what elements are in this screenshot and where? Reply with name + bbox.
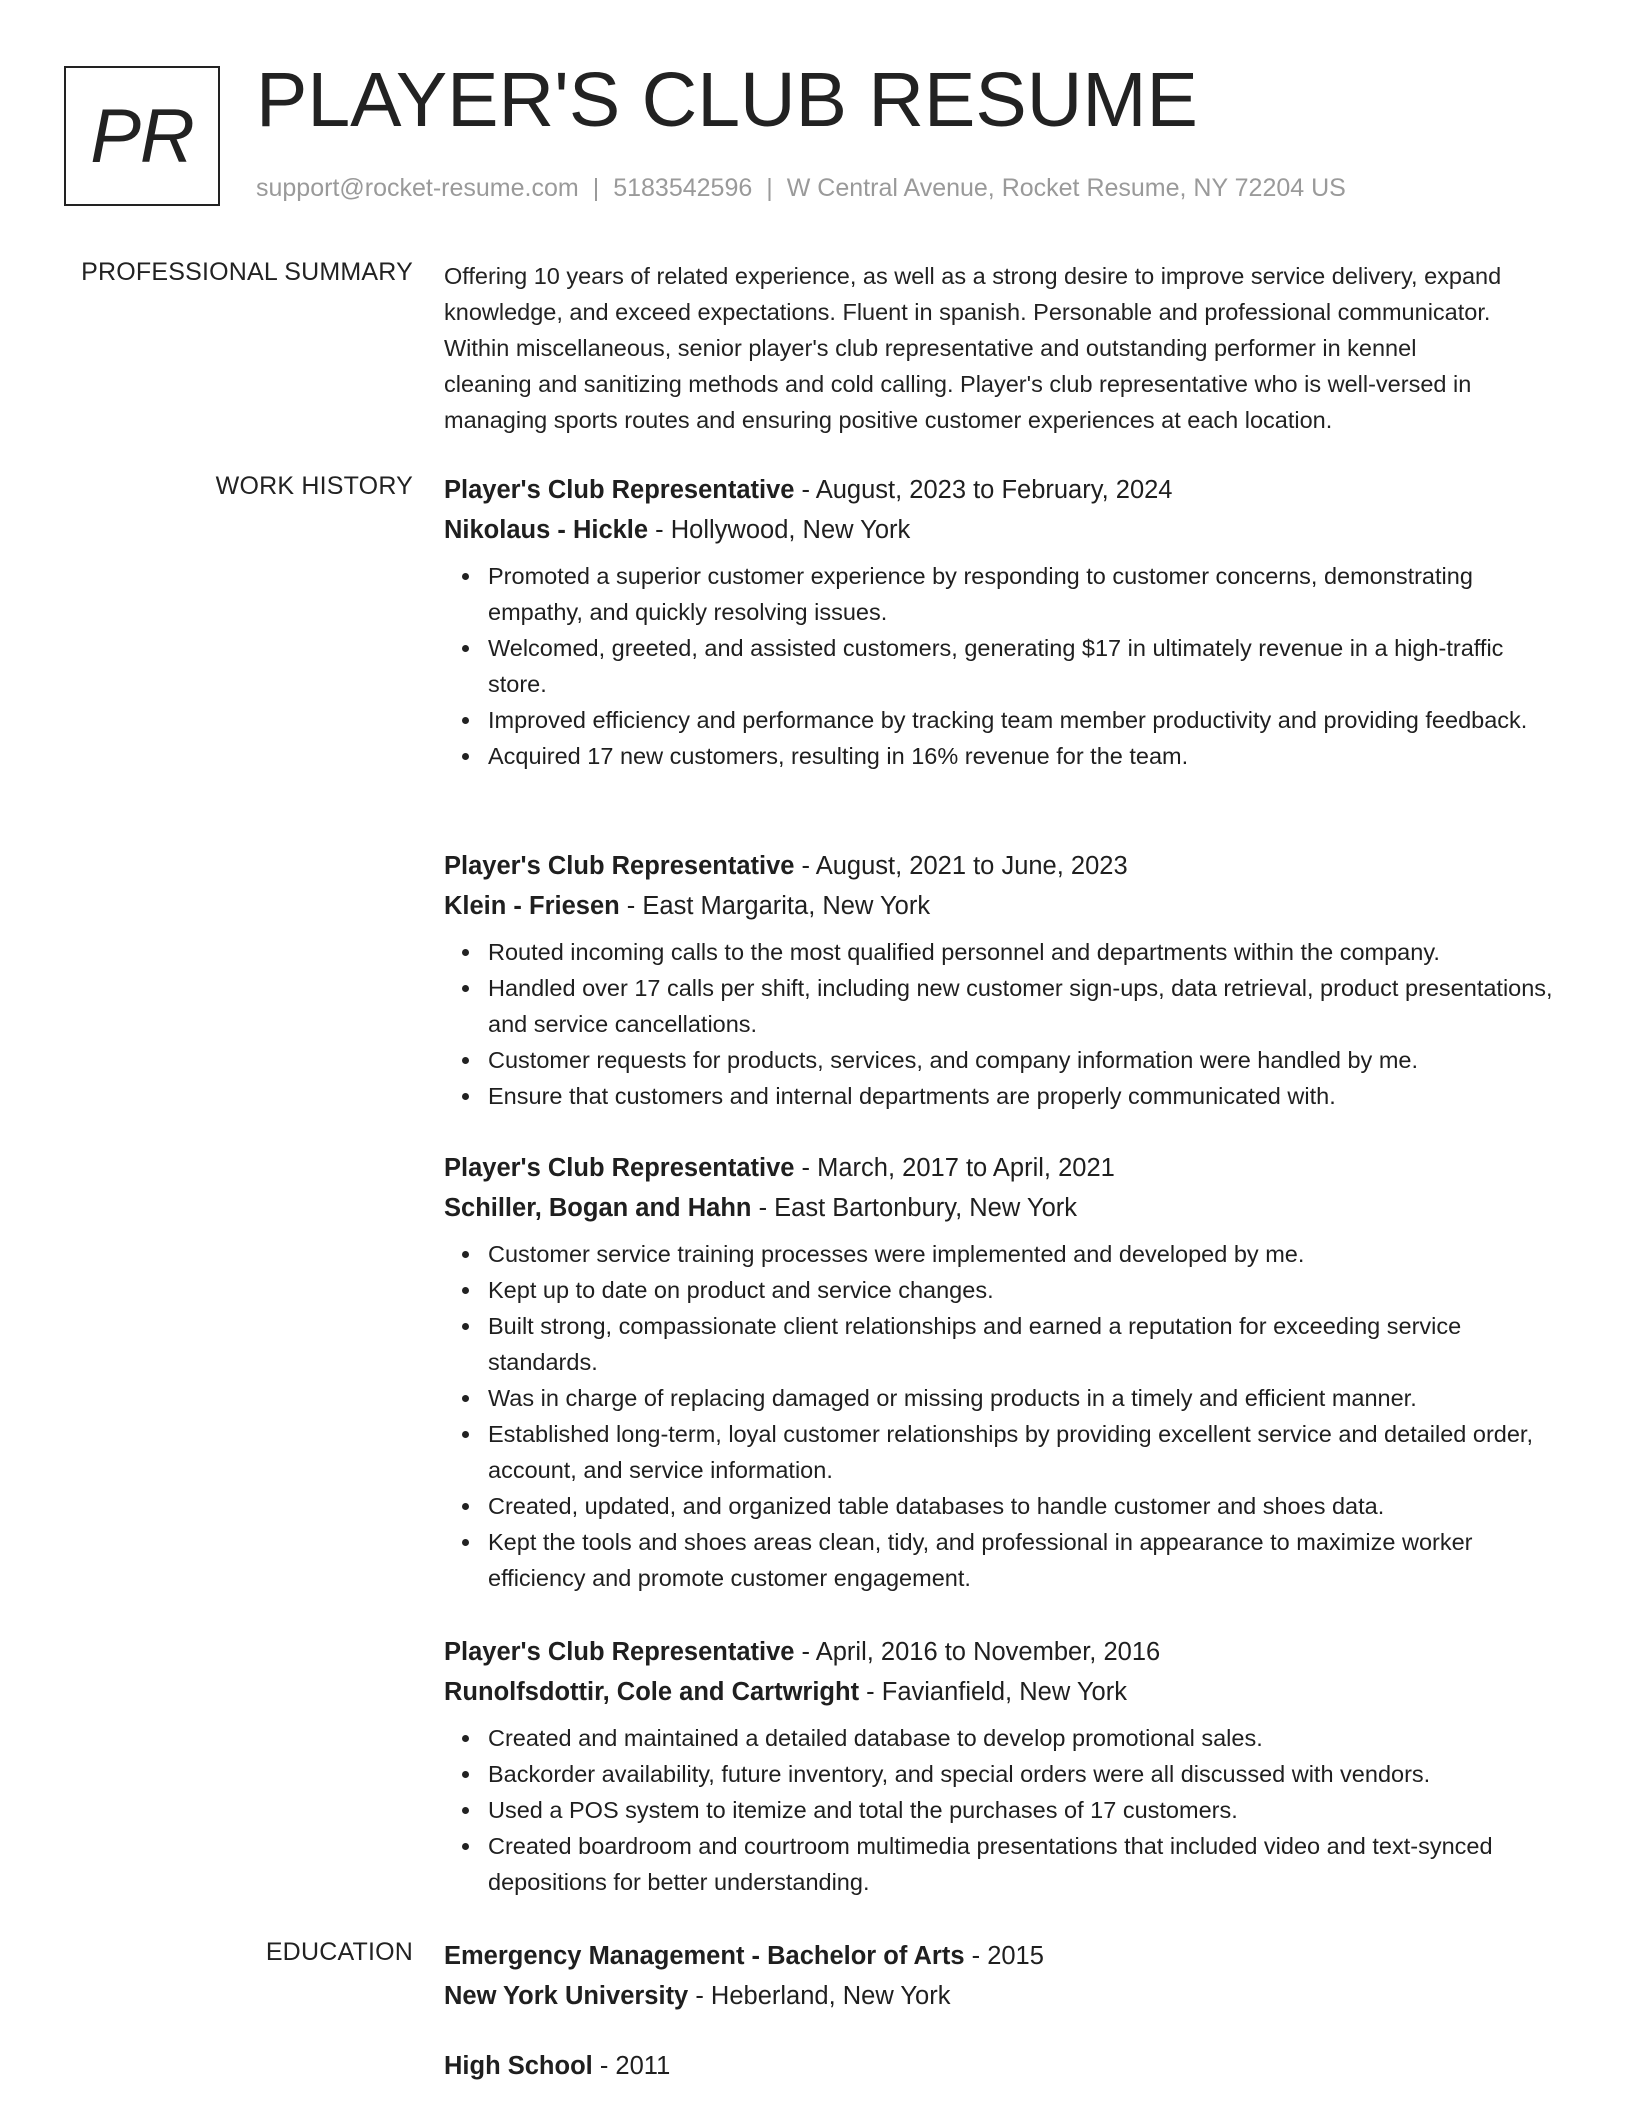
- job-company-line: [444, 510, 1560, 550]
- job-bullet: Kept up to date on product and service changes.: [488, 1272, 1560, 1308]
- education-degree: Emergency Management - Bachelor of Arts: [444, 1942, 965, 1970]
- job-company: Klein - Friesen: [444, 892, 620, 920]
- job-bullets: [444, 558, 1560, 774]
- job-bullet: Backorder availability, future inventory, and special orders were all discussed with vendors.: [488, 1756, 1560, 1792]
- job-bullets: [444, 1236, 1560, 1596]
- job-bullet: Used a POS system to itemize and total the purchases of 17 customers.: [488, 1792, 1560, 1828]
- contact-separator: |: [592, 174, 600, 202]
- summary-line: cleaning and sanitizing methods and cold calling. Player's club representative who is well-versed in: [444, 371, 1472, 397]
- job-bullet: Ensure that customers and internal departments are properly communicated with.: [488, 1078, 1560, 1114]
- job-bullet: Was in charge of replacing damaged or missing products in a timely and efficient manner.: [488, 1380, 1560, 1416]
- job-company-line: [444, 1188, 1560, 1228]
- job-bullet: Created and maintained a detailed database to develop promotional sales.: [488, 1720, 1560, 1756]
- contact-address: W Central Avenue, Rocket Resume, NY 72204 US: [786, 174, 1346, 202]
- job-dates: - April, 2016 to November, 2016: [794, 1638, 1161, 1666]
- resume-title: PLAYER'S CLUB RESUME: [256, 57, 1198, 143]
- job-company-line: [444, 886, 1560, 926]
- section-label-work-history: WORK HISTORY: [215, 472, 413, 500]
- job-entry: [444, 1148, 1560, 1596]
- job-company: Nikolaus - Hickle: [444, 516, 649, 544]
- job-bullet: Welcomed, greeted, and assisted customers, generating $17 in ultimately revenue in a high-traffic store.: [488, 630, 1560, 702]
- summary-block: [444, 258, 1560, 438]
- job-entry: [444, 846, 1560, 1114]
- job-entry: [444, 1632, 1560, 1900]
- contact-phone[interactable]: 5183542596: [613, 174, 753, 202]
- job-location: - East Bartonbury, New York: [751, 1194, 1077, 1222]
- contact-separator: |: [766, 174, 773, 202]
- job-bullet: Routed incoming calls to the most qualified personnel and departments within the company.: [488, 934, 1560, 970]
- job-bullet: Promoted a superior customer experience by responding to customer concerns, demonstrating empathy, and quickly resolving issues.: [488, 558, 1560, 630]
- job-title: Player's Club Representative: [444, 852, 795, 880]
- job-title: Player's Club Representative: [444, 1638, 795, 1666]
- job-dates: - March, 2017 to April, 2021: [794, 1154, 1115, 1182]
- job-bullet: Handled over 17 calls per shift, including new customer sign-ups, data retrieval, product presentations, and service cancellations.: [488, 970, 1560, 1042]
- job-company: Runolfsdottir, Cole and Cartwright: [444, 1678, 860, 1706]
- job-location: - Favianfield, New York: [859, 1678, 1127, 1706]
- education-degree-line: [444, 2046, 1560, 2086]
- education-entry: [444, 2046, 1560, 2086]
- section-label-summary: PROFESSIONAL SUMMARY: [81, 258, 413, 286]
- summary-line: Offering 10 years of related experience, as well as a strong desire to improve service delivery, expand: [444, 263, 1502, 289]
- job-bullet: Created boardroom and courtroom multimedia presentations that included video and text-synced depositions for better understanding.: [488, 1828, 1560, 1900]
- job-dates: - August, 2021 to June, 2023: [794, 852, 1128, 880]
- job-bullet: Customer requests for products, services, and company information were handled by me.: [488, 1042, 1560, 1078]
- job-title-line: [444, 1148, 1560, 1188]
- job-location: - Hollywood, New York: [648, 516, 911, 544]
- job-entry: [444, 470, 1560, 774]
- job-dates: - August, 2023 to February, 2024: [794, 476, 1173, 504]
- education-school: New York University: [444, 1982, 689, 2010]
- education-year: - 2011: [592, 2052, 671, 2080]
- education-degree: High School: [444, 2052, 593, 2080]
- job-bullet: Customer service training processes were implemented and developed by me.: [488, 1236, 1560, 1272]
- job-location: - East Margarita, New York: [619, 892, 931, 920]
- job-bullet: Kept the tools and shoes areas clean, tidy, and professional in appearance to maximize worker efficiency and promote customer engagement.: [488, 1524, 1560, 1596]
- job-bullet: Improved efficiency and performance by tracking team member productivity and providing feedback.: [488, 702, 1560, 738]
- summary-line: Within miscellaneous, senior player's club representative and outstanding performer in kennel: [444, 335, 1417, 361]
- section-label-education: EDUCATION: [265, 1938, 413, 1966]
- education-year: - 2015: [964, 1942, 1044, 1970]
- job-title-line: [444, 470, 1560, 510]
- education-location: - Heberland, New York: [688, 1982, 951, 2010]
- job-title: Player's Club Representative: [444, 1154, 795, 1182]
- job-bullet: Acquired 17 new customers, resulting in 16% revenue for the team.: [488, 738, 1560, 774]
- job-title: Player's Club Representative: [444, 476, 795, 504]
- education-entry: [444, 1936, 1560, 2016]
- education-degree-line: [444, 1936, 1560, 1976]
- job-bullets: [444, 1720, 1560, 1900]
- job-title-line: [444, 1632, 1560, 1672]
- job-company: Schiller, Bogan and Hahn: [444, 1194, 752, 1222]
- monogram-logo: PR: [64, 66, 220, 206]
- job-bullet: Built strong, compassionate client relationships and earned a reputation for exceeding service standards.: [488, 1308, 1560, 1380]
- job-bullet: Established long-term, loyal customer relationships by providing excellent service and detailed order, account, and service information.: [488, 1416, 1560, 1488]
- contact-line: [256, 174, 1346, 203]
- summary-line: knowledge, and exceed expectations. Fluent in spanish. Personable and professional communicator.: [444, 299, 1491, 325]
- job-bullet: Created, updated, and organized table databases to handle customer and shoes data.: [488, 1488, 1560, 1524]
- job-company-line: [444, 1672, 1560, 1712]
- contact-email[interactable]: support@rocket-resume.com: [256, 174, 579, 202]
- job-bullets: [444, 934, 1560, 1114]
- education-school-line: [444, 1976, 1560, 2016]
- summary-line: managing sports routes and ensuring positive customer experiences at each location.: [444, 407, 1333, 433]
- job-title-line: [444, 846, 1560, 886]
